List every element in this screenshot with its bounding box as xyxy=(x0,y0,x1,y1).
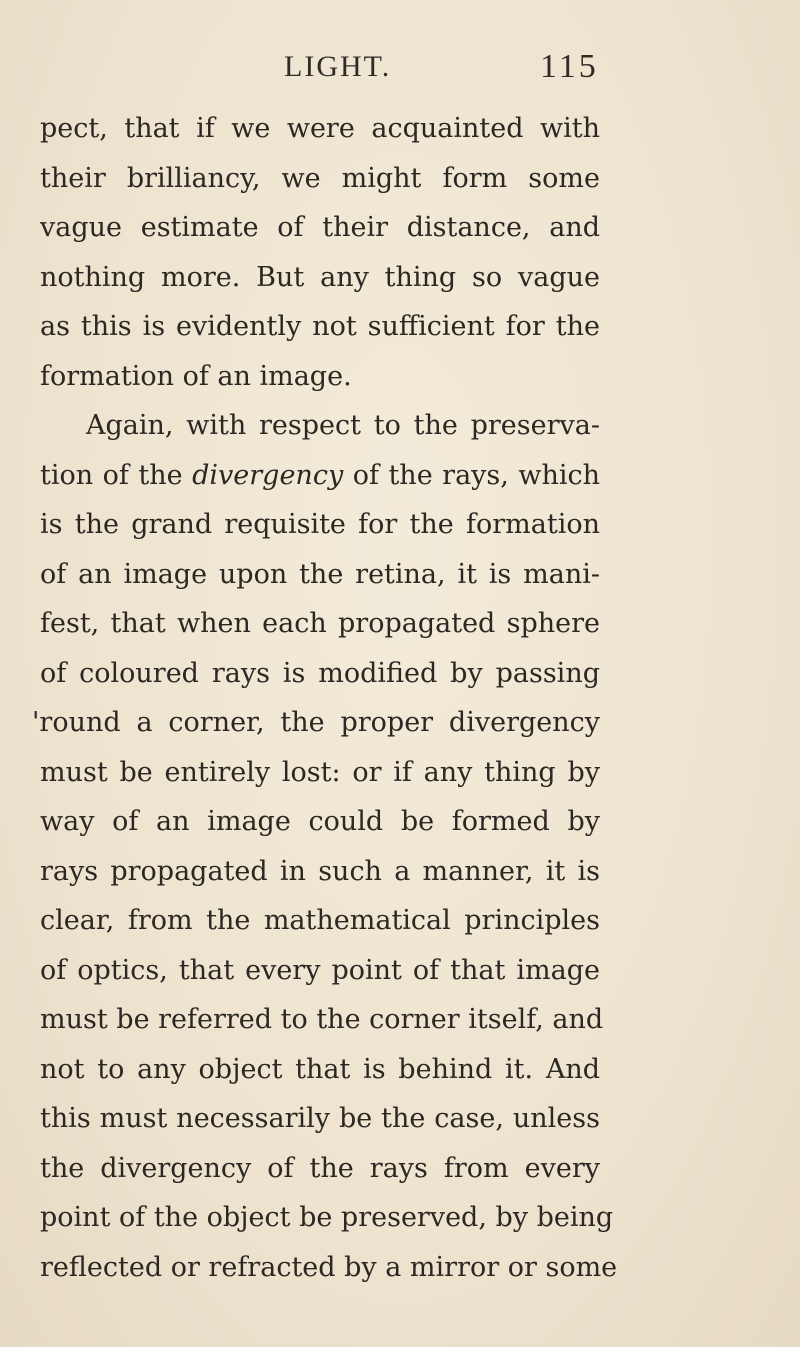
text-line: the divergency of the rays from every xyxy=(40,1152,600,1184)
text-line: as this is evidently not sufficient for the xyxy=(40,311,600,342)
running-head-title: LIGHT. xyxy=(284,50,392,83)
text-line: rays propagated in such a manner, it is xyxy=(40,855,600,887)
text-line: their brilliancy, we might form some xyxy=(40,162,600,194)
text-line: of optics, that every point of that image xyxy=(40,954,600,986)
text-line: clear, from the mathematical principles xyxy=(40,905,600,936)
text-line: vague estimate of their distance, and xyxy=(40,212,600,243)
text-line: must be referred to the corner itself, and xyxy=(40,1004,604,1035)
text-line: is the grand requisite for the formation xyxy=(40,509,600,540)
text-line: pect, that if we were acquainted with xyxy=(40,113,600,144)
body-text xyxy=(32,104,618,1292)
text-line: formation of an image. xyxy=(40,360,352,392)
text-line: must be entirely lost: or if any thing by xyxy=(40,756,600,788)
text-line: this must necessarily be the case, unless xyxy=(40,1103,600,1134)
text-line: not to any object that is behind it. And xyxy=(40,1053,600,1085)
italic-term: divergency xyxy=(192,459,344,491)
text-fragment: tion of the xyxy=(40,459,193,491)
text-line: of an image upon the retina, it is mani- xyxy=(40,558,600,590)
text-line xyxy=(40,451,600,501)
text-line: point of the object be preserved, by being xyxy=(40,1202,614,1233)
paragraph-start-line: Again, with respect to the preserva- xyxy=(86,410,600,441)
text-line: 'round a corner, the proper divergency xyxy=(32,707,600,738)
text-line: of coloured rays is modified by passing xyxy=(40,657,600,689)
text-fragment: of the rays, which xyxy=(343,459,601,491)
text-line: fest, that when each propagated sphere xyxy=(40,608,600,639)
running-head xyxy=(0,46,800,86)
text-line: nothing more. But any thing so vague xyxy=(40,261,600,293)
page-number: 115 xyxy=(540,48,599,85)
text-line: reflected or refracted by a mirror or some xyxy=(40,1251,618,1283)
text-line: way of an image could be formed by xyxy=(40,806,600,837)
